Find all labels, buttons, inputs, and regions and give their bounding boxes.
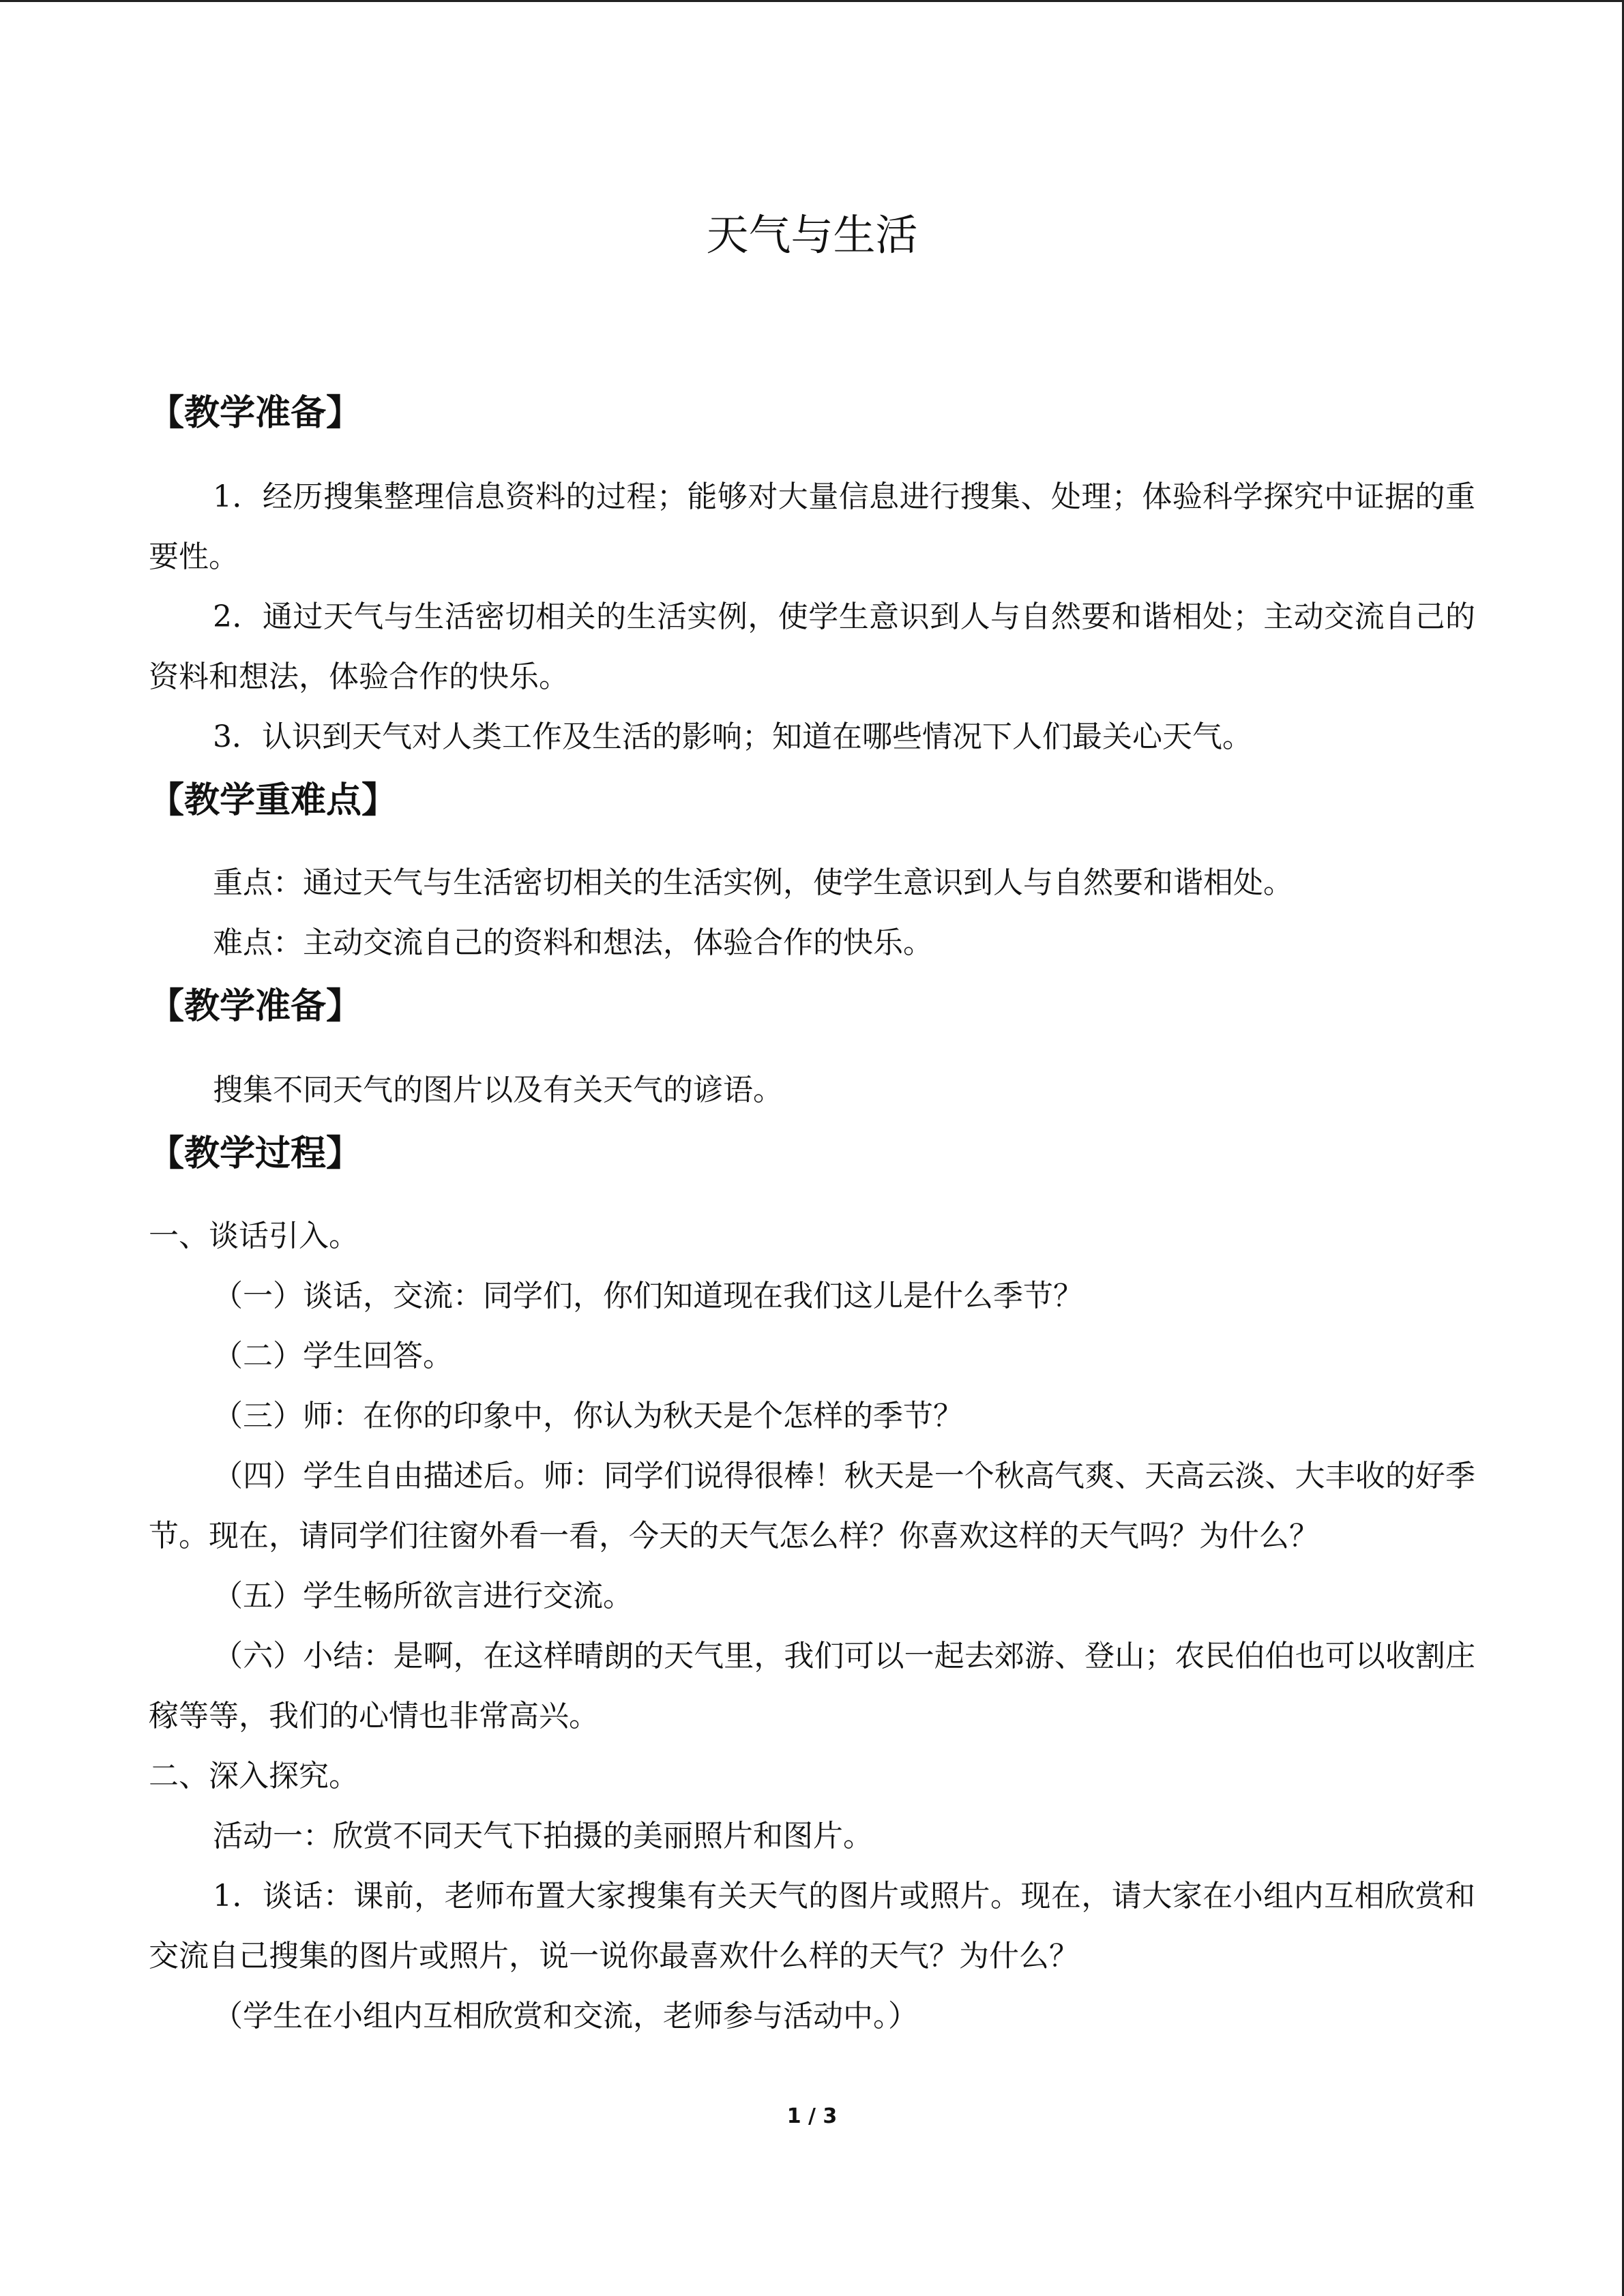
paragraph: （四）学生自由描述后。师：同学们说得很棒！秋天是一个秋高气爽、天高云淡、大丰收的好季节。现在，请同学们往窗外看一看，今天的天气怎么样？你喜欢这样的天气吗？为什么？ xyxy=(149,1459,1475,1553)
section-teaching-preparation-body xyxy=(149,467,1475,767)
section-heading: 【教学准备】 xyxy=(149,393,362,434)
section-teaching-preparation xyxy=(149,389,1475,437)
section-materials-body xyxy=(149,1060,1475,1120)
page-number: 1 / 3 xyxy=(786,2104,838,2128)
section-heading: 【教学准备】 xyxy=(149,986,362,1027)
paragraph: 2．通过天气与生活密切相关的生活实例，使学生意识到人与自然要和谐相处；主动交流自己的资料和想法，体验合作的快乐。 xyxy=(149,599,1475,694)
paragraph: （一）谈话，交流：同学们，你们知道现在我们这儿是什么季节？ xyxy=(213,1279,1083,1313)
document-title: 天气与生活 xyxy=(706,210,918,260)
paragraph: （六）小结：是啊，在这样晴朗的天气里，我们可以一起去郊游、登山；农民伯伯也可以收割庄稼等等，我们的心情也非常高兴。 xyxy=(149,1639,1475,1733)
section-materials xyxy=(149,983,1475,1030)
paragraph: 3．认识到天气对人类工作及生活的影响；知道在哪些情况下人们最关心天气。 xyxy=(213,719,1252,754)
paragraph: 搜集不同天气的图片以及有关天气的谚语。 xyxy=(213,1073,783,1107)
paragraph: （五）学生畅所欲言进行交流。 xyxy=(213,1579,633,1613)
section-teaching-process-body xyxy=(149,1206,1475,2046)
paragraph: 难点：主动交流自己的资料和想法，体验合作的快乐。 xyxy=(213,925,933,960)
paragraph: 一、谈话引入。 xyxy=(149,1219,359,1253)
paragraph: （三）师：在你的印象中，你认为秋天是个怎样的季节？ xyxy=(213,1399,963,1433)
paragraph: 二、深入探究。 xyxy=(149,1759,359,1793)
section-heading: 【教学重难点】 xyxy=(149,780,398,821)
section-key-difficulties xyxy=(149,777,1475,824)
paragraph: （二）学生回答。 xyxy=(213,1339,453,1373)
paragraph: 1．谈话：课前，老师布置大家搜集有关天气的图片或照片。现在，请大家在小组内互相欣赏和交流自己搜集的图片或照片，说一说你最喜欢什么样的天气？为什么？ xyxy=(149,1879,1475,1973)
paragraph: 重点：通过天气与生活密切相关的生活实例，使学生意识到人与自然要和谐相处。 xyxy=(213,865,1293,900)
paragraph: 1．经历搜集整理信息资料的过程；能够对大量信息进行搜集、处理；体验科学探究中证据的重要性。 xyxy=(149,479,1475,574)
section-key-difficulties-body xyxy=(149,853,1475,973)
paragraph: 活动一：欣赏不同天气下拍摄的美丽照片和图片。 xyxy=(213,1819,873,1853)
section-teaching-process xyxy=(149,1130,1475,1178)
section-heading: 【教学过程】 xyxy=(149,1133,362,1174)
paragraph: （学生在小组内互相欣赏和交流，老师参与活动中。） xyxy=(213,1999,918,2033)
